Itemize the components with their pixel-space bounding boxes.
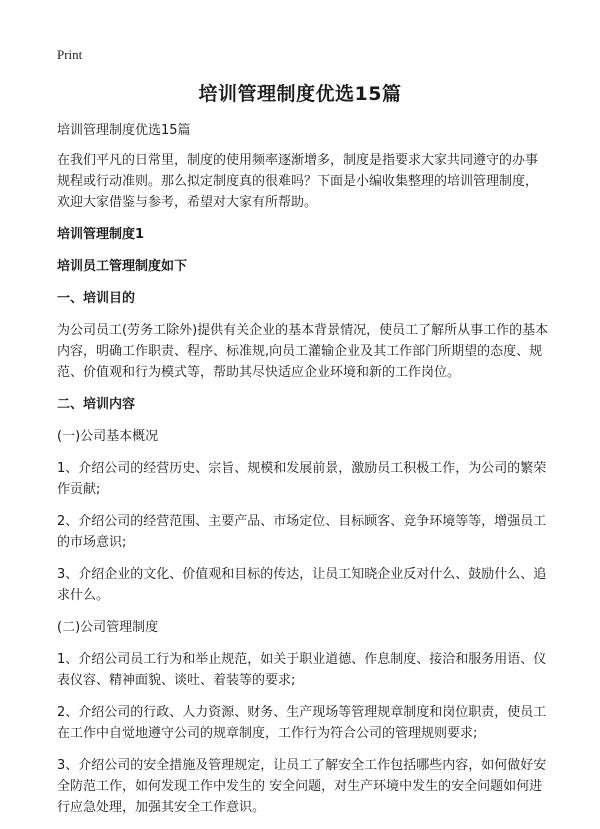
document-body [57,120,549,829]
print-label: Print [57,47,83,62]
part1-item: 1、介绍公司的经营历史、宗旨、规模和发展前景，激励员工积极工作，为公司的繁荣作贡献; [57,461,547,497]
part1-item: 2、介绍公司的经营范围、主要产品、市场定位、目标顾客、竞争环境等等，增强员工的市场意识; [57,514,547,550]
heading-content: 二、培训内容 [57,397,136,412]
purpose-paragraph: 为公司员工(劳务工除外)提供有关企业的基本背景情况，使员工了解所从事工作的基本内容，明确工作职责、程序、标准规,向员工灌输企业及其工作部门所期望的态度、规范、价值观和行为模式等，帮助其尽快适应企业环境和新的工作岗位。 [57,323,549,380]
part2-title: (二)公司管理制度 [57,620,159,635]
part2-item: 3、介绍公司的安全措施及管理规定，让员工了解安全工作包括哪些内容，如何做好安全防范工作，如何发现工作中发生的 安全问题，对生产环境中发生的安全问题如何进行应急处理，加强其安全工作意识。 [57,758,547,815]
part1-item: 3、介绍企业的文化、价值观和目标的传达，让员工知晓企业反对什么、鼓励什么、追求什么。 [57,567,547,603]
heading-purpose: 一、培训目的 [57,291,136,306]
intro-paragraph: 在我们平凡的日常里，制度的使用频率逐渐增多，制度是指要求大家共同遵守的办事规程或行动准则。那么拟定制度真的很难吗？下面是小编收集整理的培训管理制度，欢迎大家借鉴与参考，希望对大家有所帮助。 [57,153,539,210]
document-title: 培训管理制度优选15篇 [198,83,402,105]
part2-item: 2、介绍公司的行政、人力资源、财务、生产现场等管理规章制度和岗位职责，使员工在工作中自觉地遵守公司的规章制度，工作行为符合公司的管理规则要求; [57,705,547,741]
section-title: 培训管理制度1 [57,227,145,242]
part1-title: (一)公司基本概况 [57,429,159,444]
section-subtitle: 培训员工管理制度如下 [57,259,188,274]
document-subtitle: 培训管理制度优选15篇 [57,123,191,138]
part2-item: 1、介绍公司员工行为和举止规范，如关于职业道德、作息制度、接洽和服务用语、仪表仪容、精神面貌、谈吐、着装等的要求; [57,652,547,688]
